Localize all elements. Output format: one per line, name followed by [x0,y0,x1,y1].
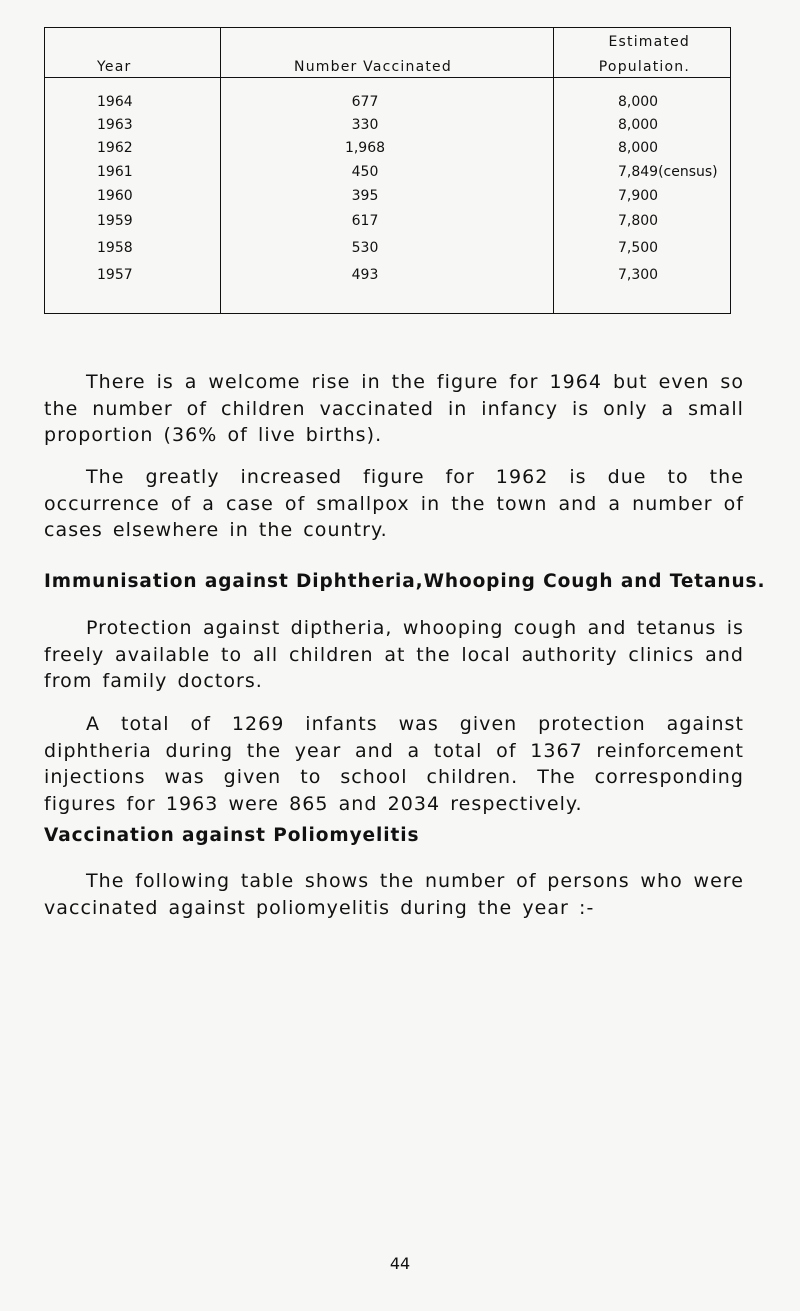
cell-number: 677 [351,94,379,110]
paragraph-polio-table-intro: The following table shows the number of persons who were vaccinated against poliomyelitis during the year :- [44,870,744,919]
header-number-vaccinated: Number Vaccinated [294,59,452,75]
cell-year: 1957 [97,267,133,283]
cell-year: 1958 [97,240,133,256]
cell-number: 1,968 [344,140,386,156]
cell-year: 1964 [97,94,133,110]
table-divider-2 [553,27,554,314]
heading-poliomyelitis: Vaccination against Poliomyelitis [44,825,420,846]
cell-number: 493 [351,267,379,283]
header-population-line2: Population. [598,59,690,75]
cell-population: 7,500 [618,240,659,256]
cell-year: 1960 [97,188,133,204]
cell-population: 8,000 [618,117,659,133]
table-top-rule [44,27,731,28]
cell-year: 1962 [97,140,133,156]
paragraph-vaccination-rise: There is a welcome rise in the figure for 1964 but even so the number of children vaccinated in infancy is only a small proportion (36% of live births). [44,371,744,446]
cell-population: 7,800 [618,213,659,229]
cell-population: 7,849(census) [618,164,718,180]
cell-year: 1963 [97,117,133,133]
heading-immunisation: Immunisation against Diphtheria,Whooping Cough and Tetanus. [44,571,766,592]
cell-population: 7,300 [618,267,659,283]
page-number: 44 [389,1254,411,1273]
header-year: Year [97,59,132,75]
cell-number: 617 [351,213,379,229]
cell-population: 8,000 [618,94,659,110]
table-header-rule [44,77,731,78]
table-left-rule [44,27,45,314]
cell-population: 8,000 [618,140,659,156]
cell-population: 7,900 [618,188,659,204]
cell-number: 395 [351,188,379,204]
table-divider-1 [220,27,221,314]
cell-number: 530 [351,240,379,256]
header-population-line1: Estimated [608,34,690,50]
cell-year: 1961 [97,164,133,180]
paragraph-totals: A total of 1269 infants was given protection against diphtheria during the year and a total of 1367 reinforcement injections was given to school children. The corresponding figures for 1963 were 865 and 2034 respectively. [44,713,744,815]
table-bottom-rule [44,313,731,314]
cell-number: 450 [351,164,379,180]
cell-year: 1959 [97,213,133,229]
paragraph-protection: Protection against diptheria, whooping cough and tetanus is freely available to all children at the local authority clinics and from family doctors. [44,617,744,692]
paragraph-smallpox: The greatly increased figure for 1962 is due to the occurrence of a case of smallpox in the town and a number of cases elsewhere in the country. [44,466,744,541]
cell-number: 330 [351,117,379,133]
